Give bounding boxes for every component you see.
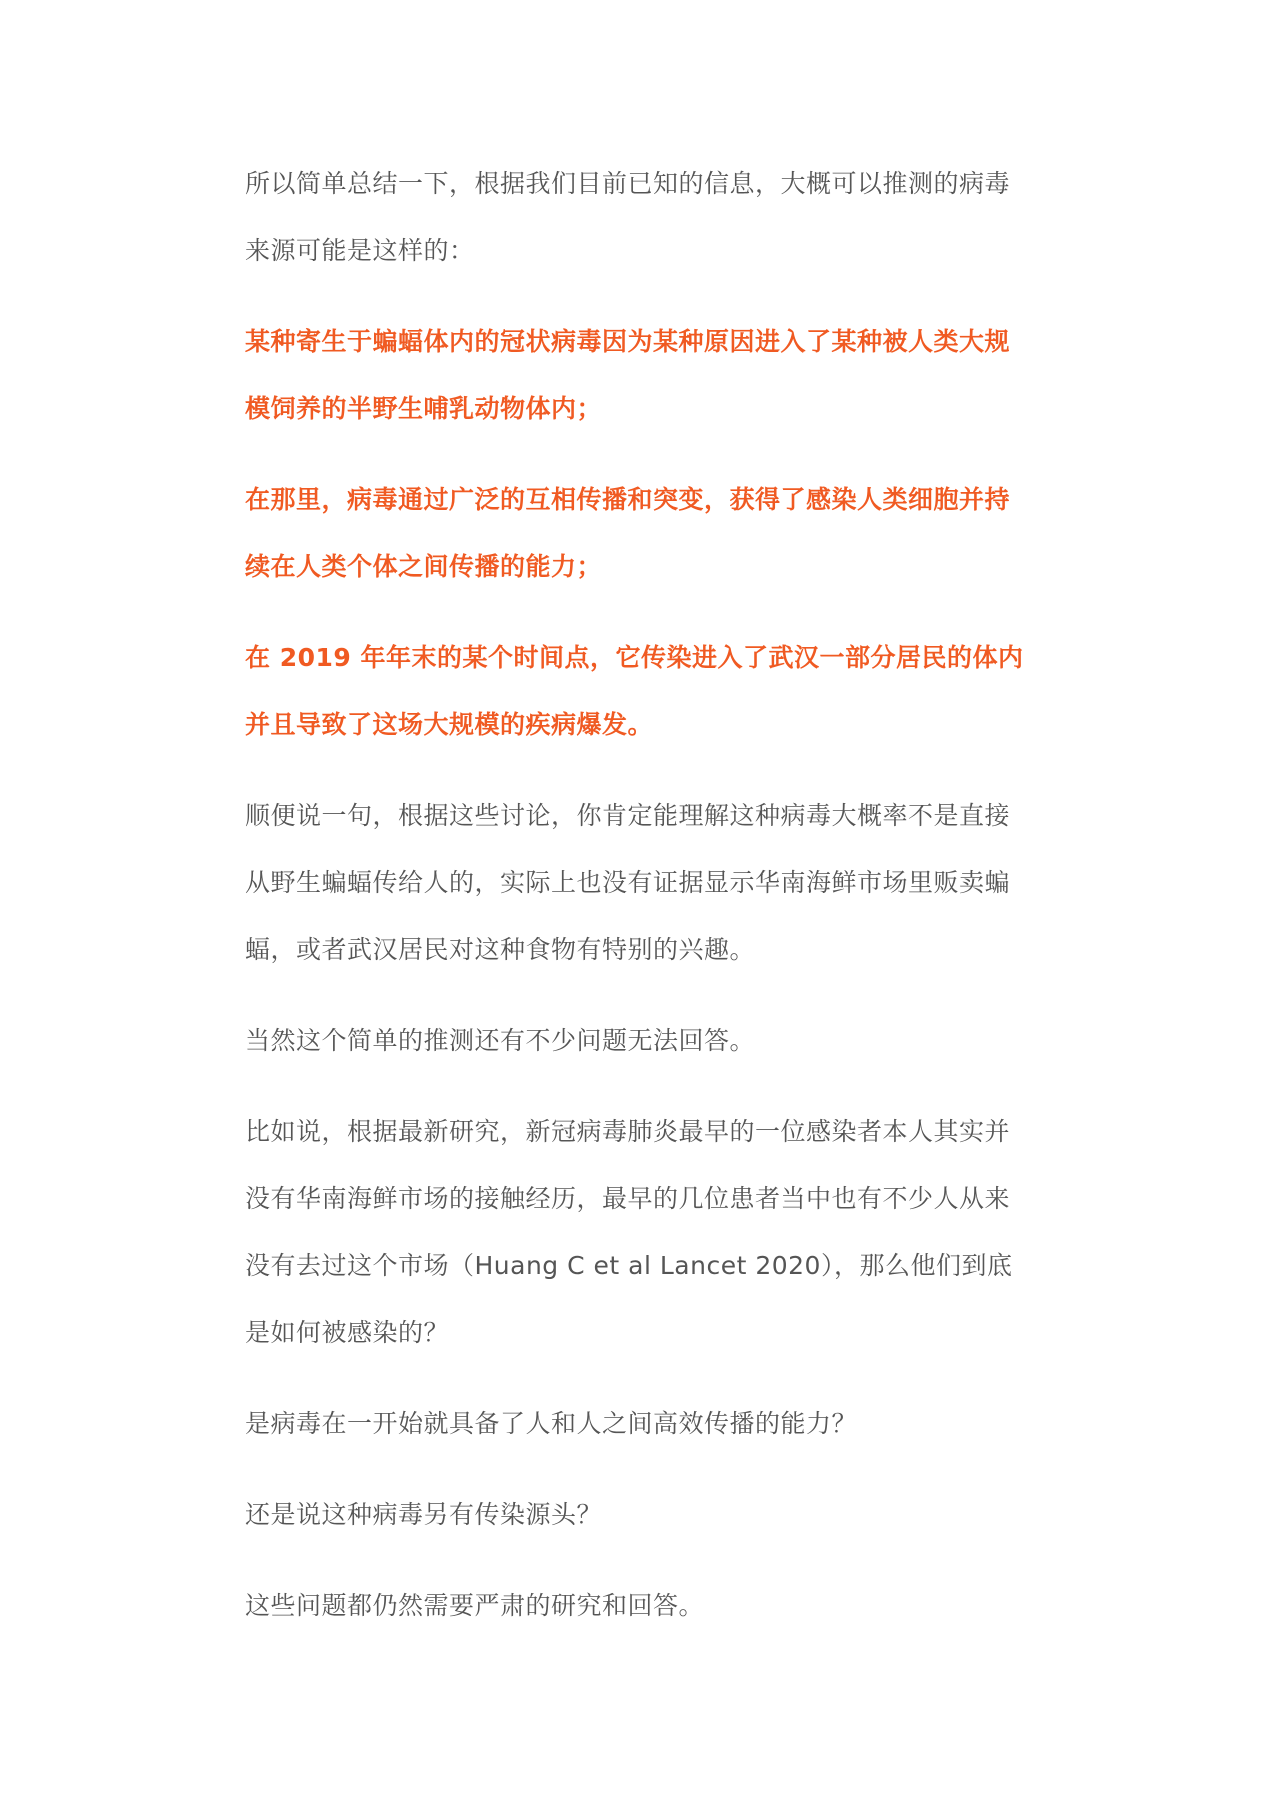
highlight-paragraph-bat-origin: 某种寄生于蝙蝠体内的冠状病毒因为某种原因进入了某种被人类大规模饲养的半野生哺乳动物体内； [245,327,1011,423]
highlight-paragraph-mutation: 在那里，病毒通过广泛的互相传播和突变，获得了感染人类细胞并持续在人类个体之间传播的能力； [245,485,1011,581]
paragraph-question-source: 还是说这种病毒另有传染源头？ [245,1500,603,1529]
paragraph-bat-market-note: 顺便说一句，根据这些讨论，你肯定能理解这种病毒大概率不是直接从野生蝙蝠传给人的，实际上也没有证据显示华南海鲜市场里贩卖蝙蝠，或者武汉居民对这种食物有特别的兴趣。 [245,801,1011,964]
paragraph-earliest-patients: 比如说，根据最新研究，新冠病毒肺炎最早的一位感染者本人其实并没有华南海鲜市场的接触经历，最早的几位患者当中也有不少人从来没有去过这个市场（Huang C et al Lancet 2020），那么他们到底是如何被感染的？ [245,1117,1013,1347]
article-body [245,150,1035,1663]
highlight-paragraph-wuhan-outbreak: 在 2019 年年末的某个时间点，它传染进入了武汉一部分居民的体内并且导致了这场大规模的疾病爆发。 [245,643,1024,739]
paragraph-summary-intro: 所以简单总结一下，根据我们目前已知的信息，大概可以推测的病毒来源可能是这样的： [245,169,1011,265]
paragraph-conclusion: 这些问题都仍然需要严肃的研究和回答。 [245,1591,705,1620]
paragraph-open-questions: 当然这个简单的推测还有不少问题无法回答。 [245,1026,756,1055]
paragraph-question-transmission: 是病毒在一开始就具备了人和人之间高效传播的能力？ [245,1409,858,1438]
